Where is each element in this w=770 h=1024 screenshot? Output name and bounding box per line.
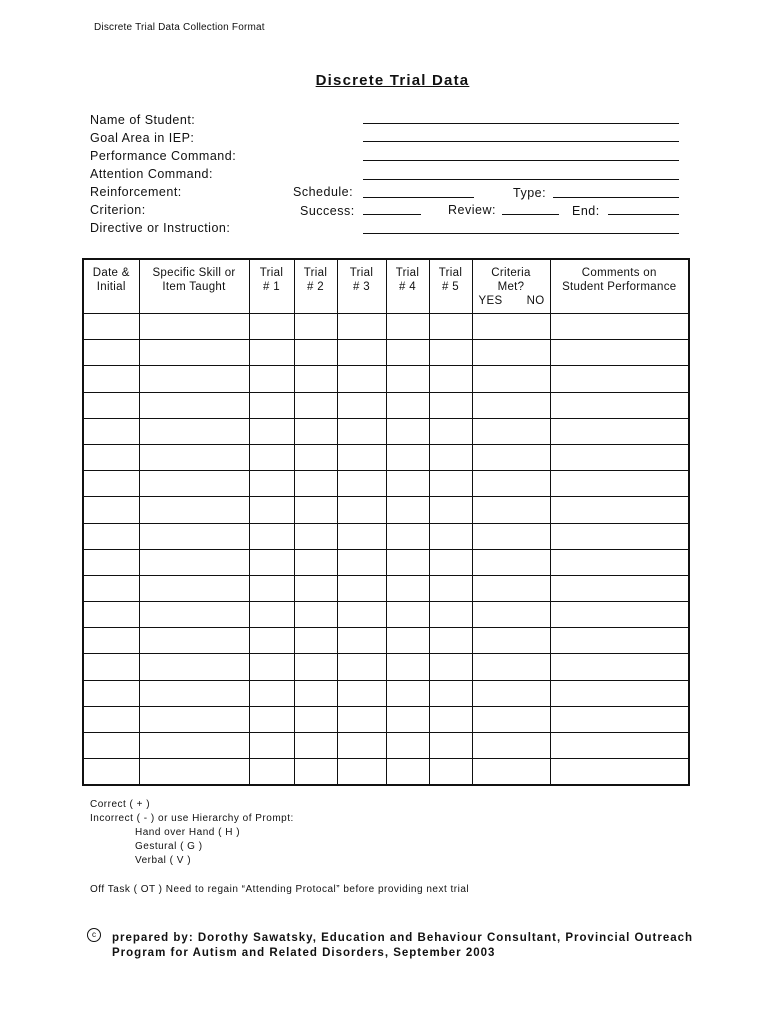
- table-row: [83, 444, 689, 470]
- schedule-field[interactable]: [363, 197, 474, 198]
- table-row: [83, 575, 689, 601]
- table-cell[interactable]: [139, 392, 249, 418]
- table-cell[interactable]: [429, 340, 472, 366]
- table-cell[interactable]: [429, 733, 472, 759]
- table-cell[interactable]: [83, 654, 139, 680]
- end-field[interactable]: [608, 214, 679, 215]
- header-trial-1: Trial # 1: [249, 259, 294, 314]
- table-cell[interactable]: [83, 392, 139, 418]
- type-field[interactable]: [553, 197, 679, 198]
- table-cell[interactable]: [249, 418, 294, 444]
- table-cell[interactable]: [472, 733, 550, 759]
- table-cell[interactable]: [294, 549, 337, 575]
- table-cell[interactable]: [429, 392, 472, 418]
- legend-verbal: Verbal ( V ): [135, 855, 192, 866]
- table-cell[interactable]: [294, 680, 337, 706]
- table-cell[interactable]: [83, 314, 139, 340]
- legend-gestural: Gestural ( G ): [135, 841, 203, 852]
- table-cell[interactable]: [429, 680, 472, 706]
- table-cell[interactable]: [550, 314, 689, 340]
- header-date-initial: Date & Initial: [83, 259, 139, 314]
- table-row: [83, 706, 689, 732]
- table-cell[interactable]: [472, 340, 550, 366]
- table-row: [83, 654, 689, 680]
- table-row: [83, 628, 689, 654]
- table-row: [83, 680, 689, 706]
- table-cell[interactable]: [429, 549, 472, 575]
- table-cell[interactable]: [337, 706, 386, 732]
- table-row: [83, 340, 689, 366]
- table-cell[interactable]: [337, 759, 386, 786]
- table-cell[interactable]: [429, 602, 472, 628]
- legend-correct: Correct ( + ): [90, 799, 151, 810]
- reinforcement-label: Reinforcement:: [90, 185, 182, 199]
- table-cell[interactable]: [83, 575, 139, 601]
- table-cell[interactable]: [83, 733, 139, 759]
- table-cell[interactable]: [337, 444, 386, 470]
- table-cell[interactable]: [249, 523, 294, 549]
- table-cell[interactable]: [249, 497, 294, 523]
- table-cell[interactable]: [249, 602, 294, 628]
- table-row: [83, 392, 689, 418]
- table-cell[interactable]: [294, 706, 337, 732]
- table-cell[interactable]: [550, 602, 689, 628]
- table-cell[interactable]: [139, 680, 249, 706]
- success-field[interactable]: [363, 214, 421, 215]
- table-cell[interactable]: [386, 602, 429, 628]
- name-of-student-field[interactable]: [363, 123, 679, 124]
- table-cell[interactable]: [472, 366, 550, 392]
- table-cell[interactable]: [294, 628, 337, 654]
- table-cell[interactable]: [294, 366, 337, 392]
- table-cell[interactable]: [550, 497, 689, 523]
- header-specific-skill: Specific Skill or Item Taught: [139, 259, 249, 314]
- table-cell[interactable]: [294, 759, 337, 786]
- table-cell[interactable]: [337, 602, 386, 628]
- table-cell[interactable]: [386, 628, 429, 654]
- table-cell[interactable]: [294, 497, 337, 523]
- table-cell[interactable]: [472, 444, 550, 470]
- table-cell[interactable]: [429, 366, 472, 392]
- table-cell[interactable]: [472, 575, 550, 601]
- table-cell[interactable]: [83, 549, 139, 575]
- footer-line-2: Program for Autism and Related Disorders, September 2003: [112, 947, 496, 959]
- success-label: Success:: [300, 204, 355, 218]
- table-cell[interactable]: [429, 706, 472, 732]
- table-cell[interactable]: [294, 418, 337, 444]
- table-cell[interactable]: [337, 392, 386, 418]
- table-cell[interactable]: [83, 366, 139, 392]
- table-cell[interactable]: [429, 759, 472, 786]
- table-cell[interactable]: [83, 497, 139, 523]
- table-cell[interactable]: [550, 575, 689, 601]
- table-cell[interactable]: [429, 523, 472, 549]
- page-title: Discrete Trial Data: [315, 72, 470, 89]
- table-row: [83, 471, 689, 497]
- table-cell[interactable]: [472, 497, 550, 523]
- table-cell[interactable]: [249, 314, 294, 340]
- table-cell[interactable]: [550, 654, 689, 680]
- table-cell[interactable]: [429, 418, 472, 444]
- table-cell[interactable]: [472, 314, 550, 340]
- table-row: [83, 523, 689, 549]
- table-cell[interactable]: [386, 523, 429, 549]
- header-note: Discrete Trial Data Collection Format: [94, 22, 265, 33]
- table-cell[interactable]: [139, 471, 249, 497]
- table-cell[interactable]: [337, 314, 386, 340]
- table-cell[interactable]: [294, 392, 337, 418]
- table-cell[interactable]: [337, 549, 386, 575]
- table-row: [83, 759, 689, 786]
- end-label: End:: [572, 204, 600, 218]
- table-cell[interactable]: [139, 654, 249, 680]
- table-cell[interactable]: [249, 444, 294, 470]
- goal-area-field[interactable]: [363, 141, 679, 142]
- table-cell[interactable]: [337, 654, 386, 680]
- criterion-label: Criterion:: [90, 203, 146, 217]
- table-cell[interactable]: [386, 575, 429, 601]
- table-row: [83, 418, 689, 444]
- performance-command-label: Performance Command:: [90, 149, 237, 163]
- table-cell[interactable]: [550, 366, 689, 392]
- header-trial-4: Trial # 4: [386, 259, 429, 314]
- table-cell[interactable]: [337, 497, 386, 523]
- table-cell[interactable]: [386, 366, 429, 392]
- table-cell[interactable]: [550, 471, 689, 497]
- table-cell[interactable]: [386, 444, 429, 470]
- table-cell[interactable]: [249, 549, 294, 575]
- table-cell[interactable]: [472, 549, 550, 575]
- goal-area-label: Goal Area in IEP:: [90, 131, 195, 145]
- table-cell[interactable]: [386, 314, 429, 340]
- table-cell[interactable]: [550, 549, 689, 575]
- table-cell[interactable]: [83, 759, 139, 786]
- table-cell[interactable]: [249, 733, 294, 759]
- table-cell[interactable]: [249, 340, 294, 366]
- table-row: [83, 314, 689, 340]
- trial-data-table: [82, 258, 690, 786]
- table-row: [83, 549, 689, 575]
- table-row: [83, 602, 689, 628]
- table-cell[interactable]: [429, 575, 472, 601]
- table-cell[interactable]: [139, 497, 249, 523]
- table-cell[interactable]: [83, 680, 139, 706]
- table-cell[interactable]: [472, 654, 550, 680]
- table-cell[interactable]: [294, 471, 337, 497]
- footer-line-1: prepared by: Dorothy Sawatsky, Education and Behaviour Consultant, Provincial Outreach: [112, 932, 694, 944]
- table-cell[interactable]: [550, 706, 689, 732]
- table-cell[interactable]: [386, 549, 429, 575]
- legend-incorrect: Incorrect ( - ) or use Hierarchy of Prompt:: [90, 813, 294, 824]
- table-cell[interactable]: [139, 602, 249, 628]
- name-of-student-label: Name of Student:: [90, 113, 196, 127]
- review-field[interactable]: [502, 214, 559, 215]
- table-cell[interactable]: [83, 471, 139, 497]
- table-cell[interactable]: [472, 680, 550, 706]
- table-cell[interactable]: [139, 733, 249, 759]
- header-criteria-met: Criteria Met? YES NO: [472, 259, 550, 314]
- header-comments: Comments on Student Performance: [550, 259, 689, 314]
- table-cell[interactable]: [83, 340, 139, 366]
- header-no: NO: [526, 295, 545, 307]
- table-cell[interactable]: [83, 706, 139, 732]
- table-cell[interactable]: [139, 575, 249, 601]
- table-cell[interactable]: [139, 418, 249, 444]
- table-cell[interactable]: [429, 314, 472, 340]
- table-cell[interactable]: [472, 602, 550, 628]
- table-cell[interactable]: [139, 340, 249, 366]
- table-cell[interactable]: [386, 654, 429, 680]
- table-cell[interactable]: [429, 444, 472, 470]
- table-cell[interactable]: [249, 706, 294, 732]
- header-yes: YES: [478, 295, 503, 307]
- table-cell[interactable]: [429, 654, 472, 680]
- header-trial-3: Trial # 3: [337, 259, 386, 314]
- table-cell[interactable]: [249, 628, 294, 654]
- table-cell[interactable]: [139, 628, 249, 654]
- table-cell[interactable]: [249, 759, 294, 786]
- table-cell[interactable]: [472, 759, 550, 786]
- table-cell[interactable]: [249, 680, 294, 706]
- type-label: Type:: [513, 186, 547, 200]
- table-row: [83, 733, 689, 759]
- table-cell[interactable]: [472, 628, 550, 654]
- table-cell[interactable]: [550, 628, 689, 654]
- table-cell[interactable]: [83, 523, 139, 549]
- table-cell[interactable]: [249, 575, 294, 601]
- table-header-row: [83, 259, 689, 314]
- table-cell[interactable]: [139, 314, 249, 340]
- table-cell[interactable]: [294, 523, 337, 549]
- table-cell[interactable]: [294, 602, 337, 628]
- table-cell[interactable]: [139, 444, 249, 470]
- table-cell[interactable]: [337, 340, 386, 366]
- legend-off-task: Off Task ( OT ) Need to regain “Attending Protocal” before providing next trial: [90, 884, 470, 895]
- table-cell[interactable]: [386, 392, 429, 418]
- table-cell[interactable]: [294, 444, 337, 470]
- table-cell[interactable]: [550, 733, 689, 759]
- table-cell[interactable]: [472, 392, 550, 418]
- table-cell[interactable]: [294, 340, 337, 366]
- schedule-label: Schedule:: [293, 185, 354, 199]
- table-cell[interactable]: [294, 733, 337, 759]
- header-trial-5: Trial # 5: [429, 259, 472, 314]
- table-cell[interactable]: [139, 549, 249, 575]
- table-cell[interactable]: [386, 759, 429, 786]
- table-cell[interactable]: [550, 444, 689, 470]
- table-cell[interactable]: [249, 471, 294, 497]
- table-cell[interactable]: [386, 733, 429, 759]
- table-cell[interactable]: [83, 444, 139, 470]
- table-cell[interactable]: [337, 575, 386, 601]
- table-cell[interactable]: [472, 471, 550, 497]
- table-cell[interactable]: [337, 366, 386, 392]
- table-cell[interactable]: [139, 366, 249, 392]
- table-cell[interactable]: [83, 628, 139, 654]
- table-cell[interactable]: [337, 680, 386, 706]
- table-cell[interactable]: [249, 366, 294, 392]
- table-cell[interactable]: [249, 392, 294, 418]
- table-cell[interactable]: [337, 418, 386, 444]
- review-label: Review:: [448, 203, 496, 217]
- table-cell[interactable]: [550, 523, 689, 549]
- table-cell[interactable]: [429, 471, 472, 497]
- table-cell[interactable]: [429, 628, 472, 654]
- directive-label: Directive or Instruction:: [90, 221, 231, 235]
- table-cell[interactable]: [83, 602, 139, 628]
- table-cell[interactable]: [294, 314, 337, 340]
- legend-hand-over-hand: Hand over Hand ( H ): [135, 827, 241, 838]
- table-cell[interactable]: [550, 418, 689, 444]
- table-cell[interactable]: [550, 392, 689, 418]
- attention-command-field[interactable]: [363, 179, 679, 180]
- table-cell[interactable]: [550, 340, 689, 366]
- table-cell[interactable]: [386, 340, 429, 366]
- table-cell[interactable]: [386, 497, 429, 523]
- performance-command-field[interactable]: [363, 160, 679, 161]
- table-cell[interactable]: [386, 680, 429, 706]
- table-cell[interactable]: [337, 523, 386, 549]
- directive-field[interactable]: [363, 233, 679, 234]
- table-cell[interactable]: [472, 523, 550, 549]
- table-cell[interactable]: [337, 471, 386, 497]
- table-cell[interactable]: [386, 418, 429, 444]
- table-cell[interactable]: [337, 628, 386, 654]
- footer-credit: [112, 931, 693, 961]
- table-cell[interactable]: [139, 706, 249, 732]
- table-cell[interactable]: [472, 418, 550, 444]
- table-row: [83, 366, 689, 392]
- table-cell[interactable]: [550, 680, 689, 706]
- table-row: [83, 497, 689, 523]
- table-cell[interactable]: [429, 497, 472, 523]
- table-cell[interactable]: [386, 471, 429, 497]
- table-cell[interactable]: [249, 654, 294, 680]
- copyright-icon: c: [87, 928, 101, 942]
- table-cell[interactable]: [337, 733, 386, 759]
- table-cell[interactable]: [139, 523, 249, 549]
- table-cell[interactable]: [550, 759, 689, 786]
- table-cell[interactable]: [472, 706, 550, 732]
- table-cell[interactable]: [294, 575, 337, 601]
- header-trial-2: Trial # 2: [294, 259, 337, 314]
- attention-command-label: Attention Command:: [90, 167, 213, 181]
- table-cell[interactable]: [83, 418, 139, 444]
- table-cell[interactable]: [294, 654, 337, 680]
- table-cell[interactable]: [139, 759, 249, 786]
- table-cell[interactable]: [386, 706, 429, 732]
